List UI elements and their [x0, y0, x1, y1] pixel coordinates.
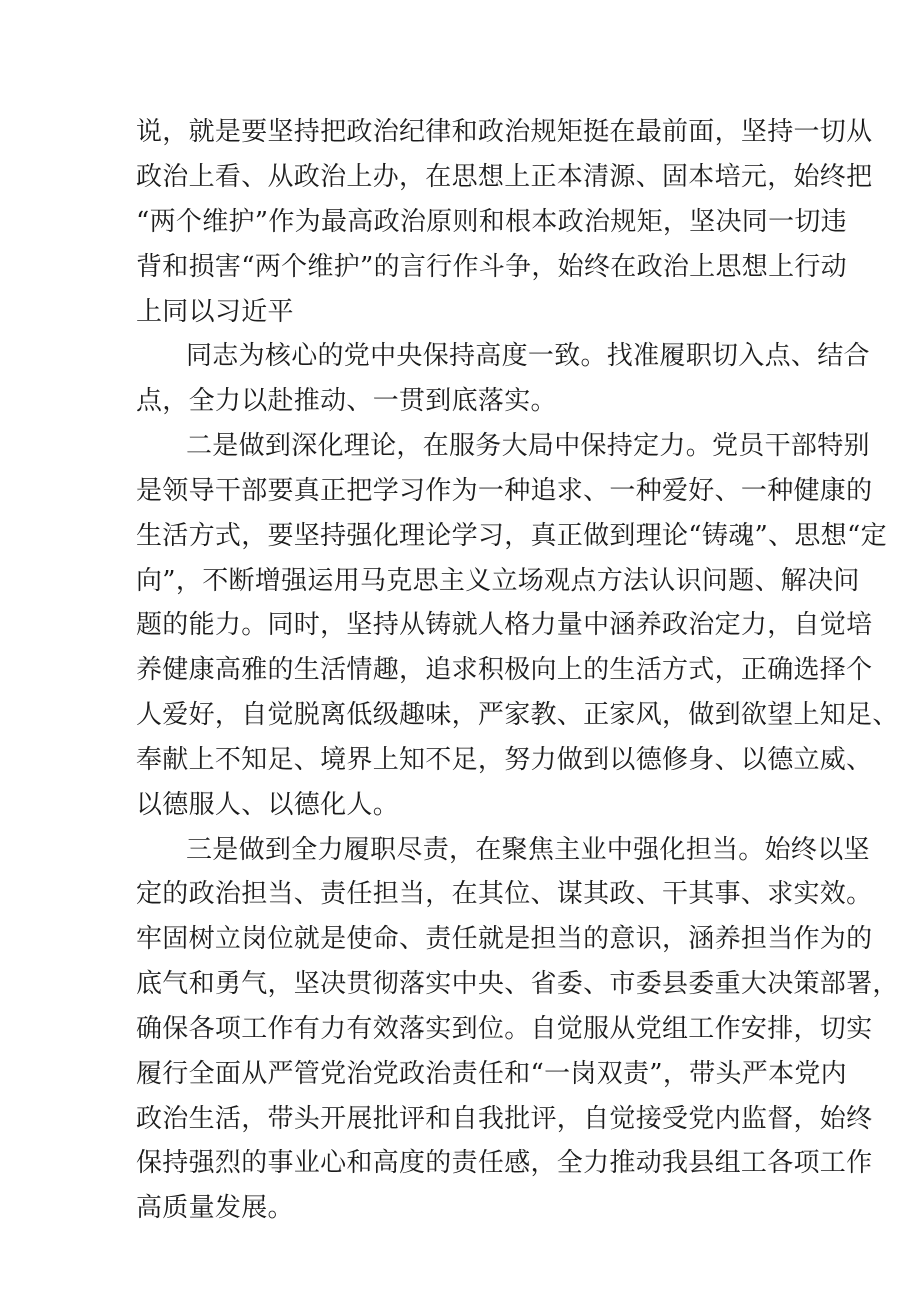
text-line: 高质量发展。 [136, 1193, 294, 1223]
text-line: 人爱好，自觉脱离低级趣味，严家教、正家风，做到欲望上知足、 [136, 700, 899, 730]
text-line: 以德服人、以德化人。 [136, 790, 400, 820]
paragraph-start-line: 二是做到深化理论，在服务大局中保持定力。党员干部特别 [186, 431, 870, 461]
text-line: 底气和勇气，坚决贯彻落实中央、省委、市委县委重大决策部署， [136, 969, 899, 999]
text-line: 点，全力以赴推动、一贯到底落实。 [136, 386, 557, 416]
text-line: 说，就是要坚持把政治纪律和政治规矩挺在最前面，坚持一切从 [136, 117, 873, 147]
text-line: 是领导干部要真正把学习作为一种追求、一种爱好、一种健康的 [136, 476, 873, 506]
paragraph-start-line: 三是做到全力履职尽责，在聚焦主业中强化担当。始终以坚 [186, 835, 870, 865]
paragraph-start-line: 同志为核心的党中央保持高度一致。找准履职切入点、结合 [186, 341, 870, 371]
text-line: 养健康高雅的生活情趣，追求积极向上的生活方式，正确选择个 [136, 655, 873, 685]
text-line: 履行全面从严管党治党政治责任和“一岗双责”，带头严本党内 [136, 1059, 847, 1089]
text-line: 奉献上不知足、境界上知不足，努力做到以德修身、以德立威、 [136, 745, 873, 775]
text-line: 生活方式，要坚持强化理论学习，真正做到理论“铸魂”、思想“定 [136, 521, 887, 551]
text-line: 确保各项工作有力有效落实到位。自觉服从党组工作安排，切实 [136, 1014, 873, 1044]
text-line: 题的能力。同时，坚持从铸就人格力量中涵养政治定力，自觉培 [136, 610, 873, 640]
text-line: 政治生活，带头开展批评和自我批评，自觉接受党内监督，始终 [136, 1104, 873, 1134]
text-line: 定的政治担当、责任担当，在其位、谋其政、干其事、求实效。 [136, 879, 873, 909]
text-line: 上同以习近平 [136, 297, 294, 327]
text-line: 背和损害“两个维护”的言行作斗争，始终在政治上思想上行动 [136, 252, 847, 282]
text-line: 牢固树立岗位就是使命、责任就是担当的意识，涵养担当作为的 [136, 924, 873, 954]
text-line: 向”，不断增强运用马克思主义立场观点方法认识问题、解决问 [136, 566, 860, 596]
text-line: 政治上看、从政治上办，在思想上正本清源、固本培元，始终把 [136, 162, 873, 192]
text-line: 保持强烈的事业心和高度的责任感，全力推动我县组工各项工作 [136, 1148, 873, 1178]
text-line: “两个维护”作为最高政治原则和根本政治规矩，坚决同一切违 [136, 207, 847, 237]
